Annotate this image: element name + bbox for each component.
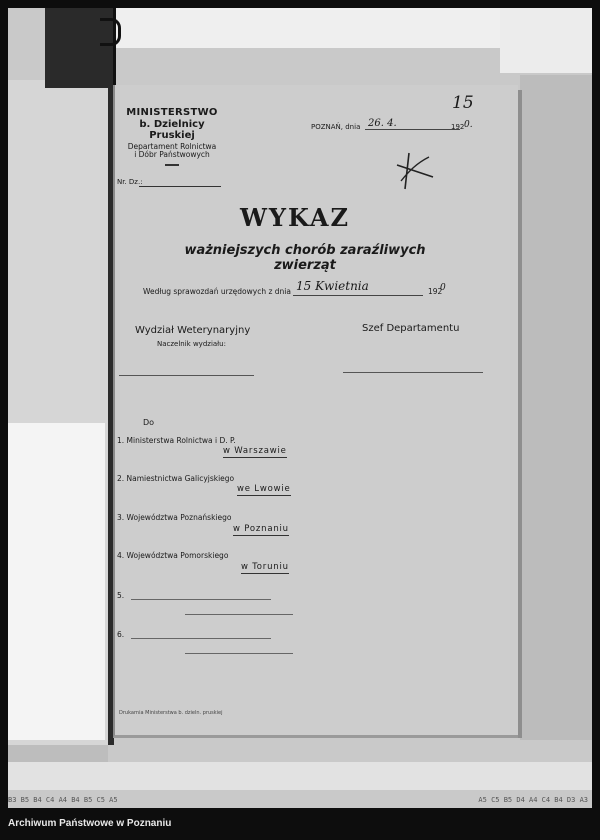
recipient-location: w Warszawie: [223, 446, 287, 456]
recipient-name: Ministerstwa Rolnictwa i D. P.: [126, 436, 236, 445]
department-left-sub: Naczelnik wydziału:: [157, 340, 226, 348]
date-line: [365, 129, 460, 130]
folio-number: 15: [452, 93, 474, 113]
caption-bar: [0, 808, 600, 840]
department-left: Wydział Weterynaryjny: [135, 325, 251, 336]
ministry-line-3: Departament Rolnictwa: [127, 141, 217, 151]
document-subtitle: ważniejszych chorób zaraźliwych zwierząt: [184, 243, 426, 273]
signature-line-left: [119, 375, 254, 376]
recipient-number: 2.: [117, 474, 125, 483]
blank-line: [131, 638, 271, 639]
recipient-number: 4.: [117, 551, 125, 560]
white-card: [8, 423, 105, 740]
right-background: [520, 75, 592, 740]
ministry-line-1: MINISTERSTWO: [126, 107, 218, 118]
scale-strip-left: B3 B5 B4 C4 A4 B4 B5 C5 A5: [8, 796, 118, 804]
blank-entry-6: 6.: [117, 630, 125, 639]
year-handwritten: 0.: [464, 120, 473, 130]
document-sheet: [113, 85, 518, 738]
blank-line: [131, 599, 271, 600]
top-right-paper-edge: [500, 8, 592, 73]
recipient-name: Województwa Poznańskiego: [126, 513, 232, 522]
recipient-number: 1.: [117, 436, 125, 445]
document-title: WYKAZ: [239, 203, 351, 232]
nr-dz-label: Nr. Dz.:: [117, 178, 143, 186]
ministry-line-4: i Dóbr Państwowych: [134, 150, 210, 160]
according-year-handwritten: 0: [440, 283, 446, 293]
according-to-label: Według sprawozdań urzędowych z dnia: [143, 287, 291, 296]
recipient-3: [117, 513, 231, 522]
blank-line: [185, 614, 293, 615]
recipient-2: [117, 474, 234, 483]
handwritten-mark: [395, 151, 435, 195]
place-date-label: POZNAŃ, dnia: [311, 123, 361, 131]
ministry-divider: [165, 164, 179, 166]
recipient-name: Namiestnictwa Galicyjskiego: [126, 474, 235, 483]
according-to-handwritten: 15 Kwietnia: [296, 279, 369, 293]
blank-line: [185, 653, 293, 654]
recipient-location: we Lwowie: [237, 484, 291, 494]
recipient-4: [117, 551, 228, 560]
scale-strip: [8, 796, 592, 806]
recipient-location: w Poznaniu: [233, 524, 289, 534]
recipient-name: Województwa Pomorskiego: [126, 551, 229, 560]
signature-line-right: [343, 372, 483, 373]
recipient-location: w Toruniu: [241, 562, 289, 572]
recipient-number: 3.: [117, 513, 125, 522]
left-folder-bottom: [8, 745, 108, 763]
ministry-stamp: [121, 107, 223, 166]
blank-entry-5: 5.: [117, 591, 125, 600]
bottom-paper-strip: [8, 762, 592, 790]
according-to-line: [293, 295, 423, 296]
year-printed: 192: [451, 123, 465, 131]
to-label: Do: [143, 418, 155, 427]
archive-caption: Archiwum Państwowe w Poznaniu: [8, 818, 172, 829]
ministry-line-2: b. Dzielnicy Pruskiej: [139, 118, 205, 141]
recipient-1: [117, 436, 236, 445]
nr-dz-line: [139, 186, 221, 187]
date-handwritten: 26. 4.: [368, 118, 397, 129]
printer-imprint: Drukarnia Ministerstwa b. dzieln. pruskiej: [119, 710, 223, 716]
binder-hook: [100, 18, 121, 46]
according-year-printed: 192: [428, 287, 443, 296]
scale-strip-right: A5 C5 B5 D4 A4 C4 B4 D3 A3: [478, 796, 588, 804]
department-right: Szef Departamentu: [362, 323, 460, 334]
